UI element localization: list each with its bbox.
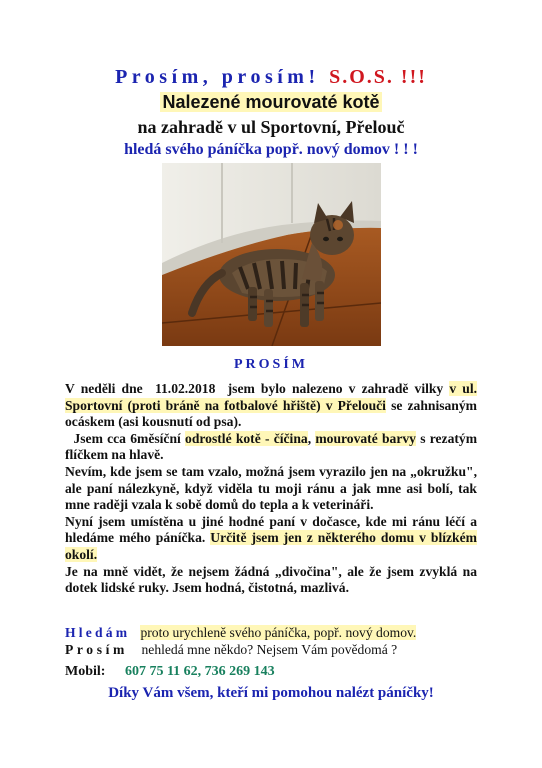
please-line <box>65 642 397 658</box>
mobil-label: Mobil: <box>65 664 106 679</box>
subtitle-found-kitten: Nalezené mourovaté kotě <box>162 92 380 112</box>
subtitle-looking-for-owner: hledá svého páníčka popř. nový domov ! ! ! <box>124 141 418 158</box>
flyer-title <box>0 66 542 89</box>
hledam-keyword: Hledám <box>65 625 131 640</box>
title-main: Prosím, prosím! <box>115 66 320 88</box>
thanks-line: Díky Vám všem, kteří mi pomohou nalézt páníčky! <box>108 685 434 701</box>
paragraph-description: Jsem cca 6měsíční odrostlé kotě - číčina, mourovaté barvy s rezatým flíčkem na hlavě. <box>65 430 478 463</box>
paragraph-found: V neděli dne 11.02.2018 jsem bylo nalezeno v zahradě vilky v ul. Sportovní (proti bráně na fotbalové hřiště) v Přelouči se zahnisaným ocáskem (asi kousnutí od psa). <box>65 381 478 430</box>
subtitle-location: na zahradě v ul Sportovní, Přelouč <box>137 117 405 137</box>
prosim-keyword: Prosím <box>65 642 128 657</box>
kitten-photo-image <box>162 163 381 346</box>
looking-for-line <box>65 625 416 641</box>
hledam-text: proto urychleně svého páníčka, popř. nový domov. <box>140 625 417 640</box>
paragraph-story: Nevím, kde jsem se tam vzalo, možná jsem vyrazilo jen na „okružku", ale paní nálezkyně, když viděla tu moji ránu a jak mne asi bolí, tak mne raději vzala k sobě domů do tepla a k veterináři. <box>65 463 477 513</box>
contact-line <box>65 664 275 680</box>
prosim-text: nehledá mne někdo? Nejsem Vám povědomá ? <box>141 642 398 657</box>
paragraph-personality: Je na mně vidět, že nejsem žádná „divočina", ale že jsem zvyklá na dotek lidské ruky. Jsem hodná, čistotná, mazlivá. <box>65 563 477 596</box>
flyer-body <box>65 381 477 597</box>
paragraph-current-home: Nyní jsem umístěna u jiné hodné paní v dočasce, kde mi ránu léčí a hledáme mého páníčka. Určitě jsem jen z některého domu v blízkém okolí. <box>65 513 477 562</box>
section-heading-prosim: PROSÍM <box>234 357 308 372</box>
kitten-photo <box>162 163 381 346</box>
title-sos: S.O.S. !!! <box>329 66 427 88</box>
phone-numbers: 607 75 11 62, 736 269 143 <box>124 664 275 679</box>
